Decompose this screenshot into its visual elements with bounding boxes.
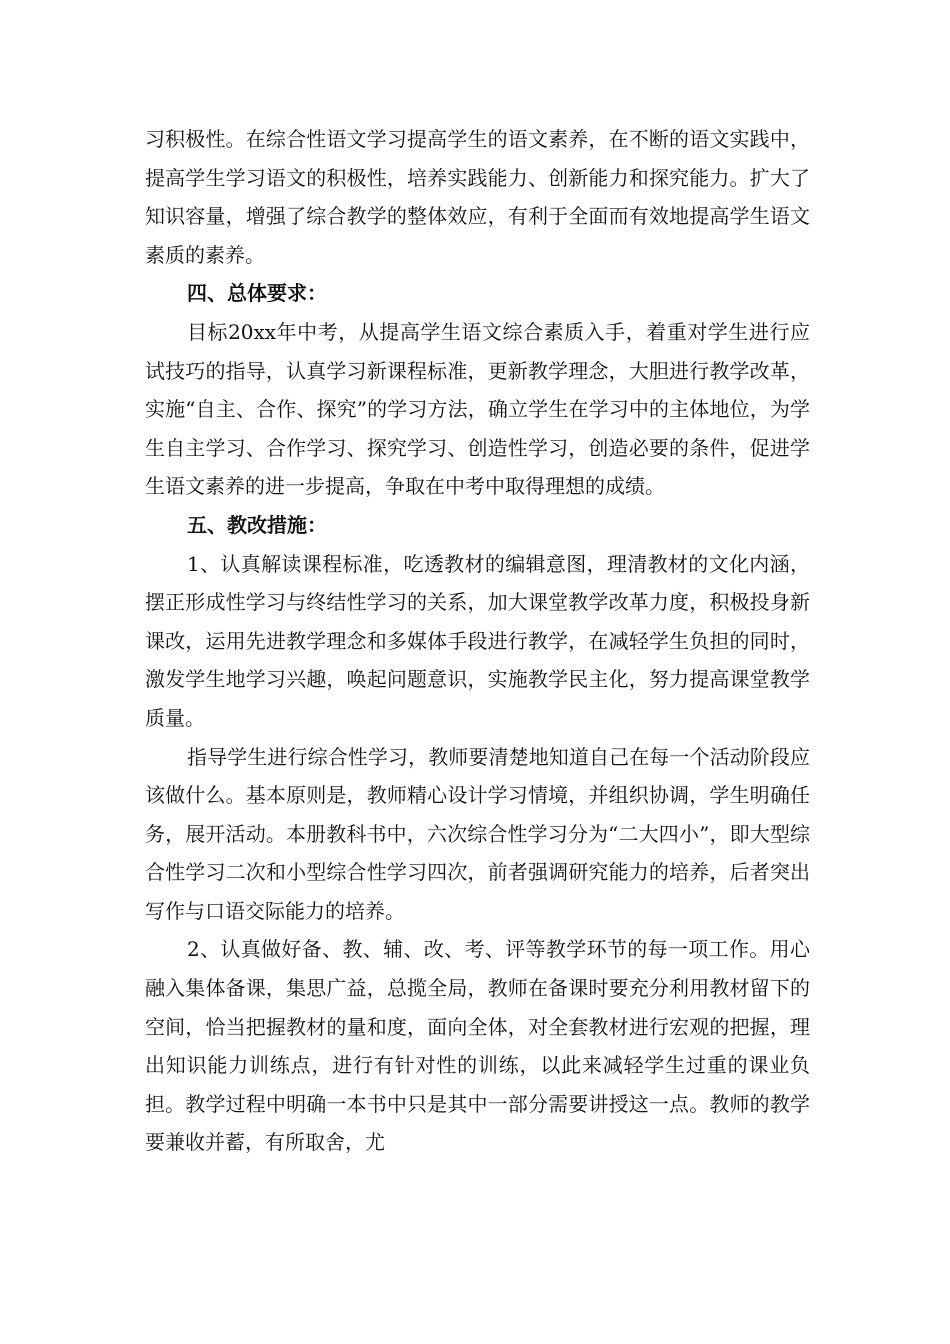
paragraph-measure-2: 2、认真做好备、教、辅、改、考、评等教学环节的每一项工作。用心融入集体备课，集思广益，总揽全局，教师在备课时要充分利用教材留下的空间，恰当把握教材的量和度，面向全体，对全套教材进行宏观的把握，理出知识能力训练点，进行有针对性的训练，以此来减轻学生过重的课业负担。教学过程中明确一本书中只是其中一部分需要讲授这一点。教师的教学要兼收并蓄，有所取舍，尤 <box>145 937 810 1155</box>
section-heading-overall-requirements: 四、总体要求： <box>187 281 327 306</box>
paragraph-measure-1: 1、认真解读课程标准，吃透教材的编辑意图，理清教材的文化内涵，摆正形成性学习与终结性学习的关系，加大课堂教学改革力度，积极投身新课改，运用先进教学理念和多媒体手段进行教学，在减轻学生负担的同时，激发学生地学习兴趣，唤起问题意识，实施教学民主化，努力提高课堂教学质量。 <box>145 551 810 730</box>
paragraph-comprehensive-learning: 指导学生进行综合性学习，教师要清楚地知道自己在每一个活动阶段应该做什么。基本原则是，教师精心设计学习情境，并组织协调，学生明确任务，展开活动。本册教科书中，六次综合性学习分为“二大四小”，即大型综合性学习二次和小型综合性学习四次，前者强调研究能力的培养，后者突出写作与口语交际能力的培养。 <box>145 744 810 923</box>
section-heading-reform-measures: 五、教改措施： <box>187 512 327 537</box>
paragraph-overall-requirements: 目标20xx年中考，从提高学生语文综合素质入手，着重对学生进行应试技巧的指导，认真学习新课程标准，更新教学理念，大胆进行教学改革，实施“自主、合作、探究”的学习方法，确立学生在学习中的主体地位，为学生自主学习、合作学习、探究学习、创造性学习，创造必要的条件，促进学生语文素养的进一步提高，争取在中考中取得理想的成绩。 <box>145 319 810 499</box>
document-body <box>145 120 810 1162</box>
paragraph-intro-continued: 习积极性。在综合性语文学习提高学生的语文素养，在不断的语文实践中，提高学生学习语文的积极性，培养实践能力、创新能力和探究能力。扩大了知识容量，增强了综合教学的整体效应，有利于全面而有效地提高学生语文素质的素养。 <box>145 127 810 267</box>
